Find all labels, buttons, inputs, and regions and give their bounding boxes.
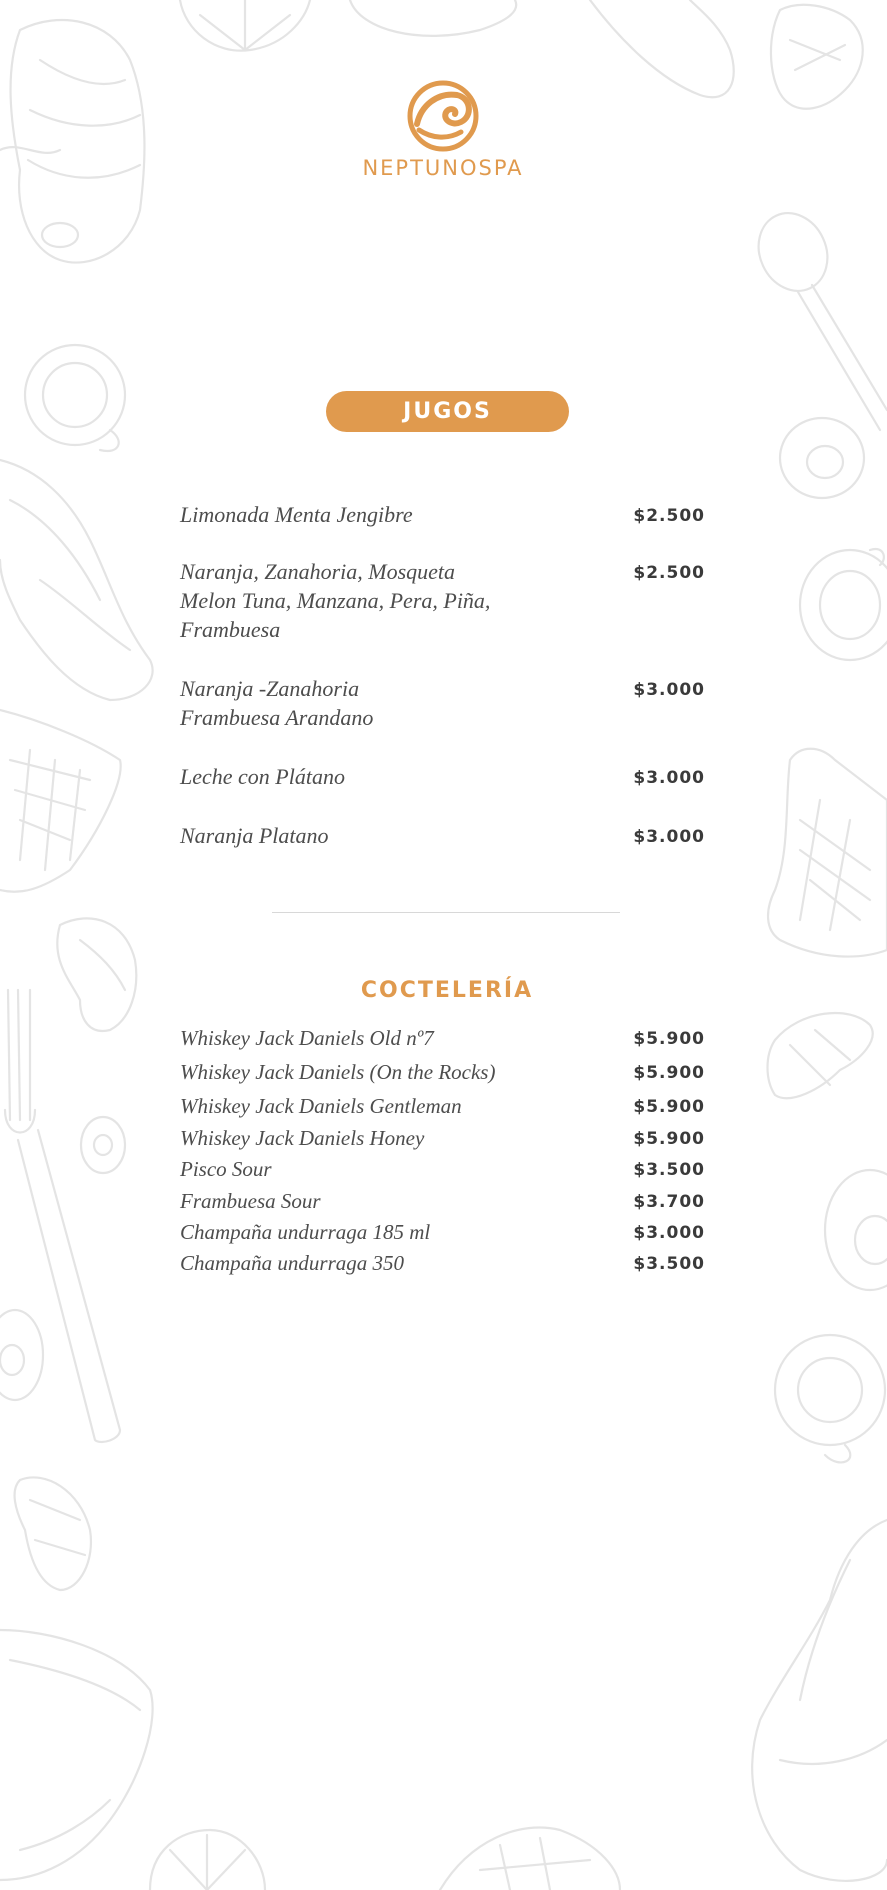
brand-name: NEPTUNOSPA [362,156,524,180]
item-name: Leche con Plátano [180,764,345,789]
item-price: $5.900 [633,1029,705,1049]
spoon-sketch-right [746,202,887,430]
lemon-slice-sketch-bottom [150,1830,265,1890]
item-price: $2.500 [633,506,705,526]
egg-sketch-right [780,418,864,498]
item-price: $5.900 [633,1129,705,1149]
bowl-sketch-top [350,0,516,36]
item-name: Limonada Menta Jengibre [180,502,413,527]
item-name: Naranja Platano [180,823,329,848]
item-price: $3.000 [633,768,705,788]
item-name: Naranja, Zanahoria, Mosqueta Melon Tuna, Manzana, Pera, Piña, Frambuesa [180,559,491,642]
item-price: $3.700 [633,1192,705,1212]
item-price: $3.000 [633,680,705,700]
bread-sketch-top-right [590,0,863,109]
egg-sketch-left-lower [0,1310,43,1400]
item-price: $5.900 [633,1097,705,1117]
section-divider [272,912,620,913]
croissant-sketch-left [57,918,136,1031]
croissant-sketch-left-lower [15,1477,91,1590]
item-name: Champaña undurraga 350 [180,1251,405,1275]
item-name: Whiskey Jack Daniels (On the Rocks) [180,1060,496,1084]
item-price: $3.000 [633,827,705,847]
brand-logo [343,80,543,180]
fork-sketch-left [5,990,120,1442]
toast-sketch-bottom [440,1828,620,1890]
item-price: $3.000 [633,1223,705,1243]
item-name: Whiskey Jack Daniels Old nº7 [180,1026,434,1050]
item-name: Pisco Sour [180,1157,272,1181]
cup-sketch-left [25,345,125,451]
bowl-sketch-bottom-left [0,1630,153,1880]
section-title-jugos: JUGOS [326,391,569,432]
croissant-sketch-right [768,1013,873,1098]
section-title-cocteleria: COCTELERÍA [360,978,534,1003]
item-name: Whiskey Jack Daniels Gentleman [180,1094,462,1118]
waffle-toast-sketch-left [0,710,121,892]
croissant-sketch-top-left [0,20,144,263]
waffle-toast-sketch-right [768,749,887,957]
egg-sketch-left [81,1117,125,1173]
item-name: Champaña undurraga 185 ml [180,1220,431,1244]
item-price: $3.500 [633,1254,705,1274]
item-name: Naranja -Zanahoria Frambuesa Arandano [180,676,374,730]
bread-pile-sketch-left [0,460,153,700]
item-name: Frambuesa Sour [180,1189,321,1213]
item-name: Whiskey Jack Daniels Honey [180,1126,425,1150]
cup-sketch-right [800,549,887,660]
item-price: $2.500 [633,563,705,583]
lemon-slice-sketch [180,0,310,51]
item-price: $5.900 [633,1063,705,1083]
item-price: $3.500 [633,1160,705,1180]
wave-swirl-icon [407,80,479,152]
cup-sketch-right-lower [775,1335,885,1462]
bread-sketch-bottom-right [752,1520,887,1881]
egg-sketch-right-lower [825,1170,887,1290]
